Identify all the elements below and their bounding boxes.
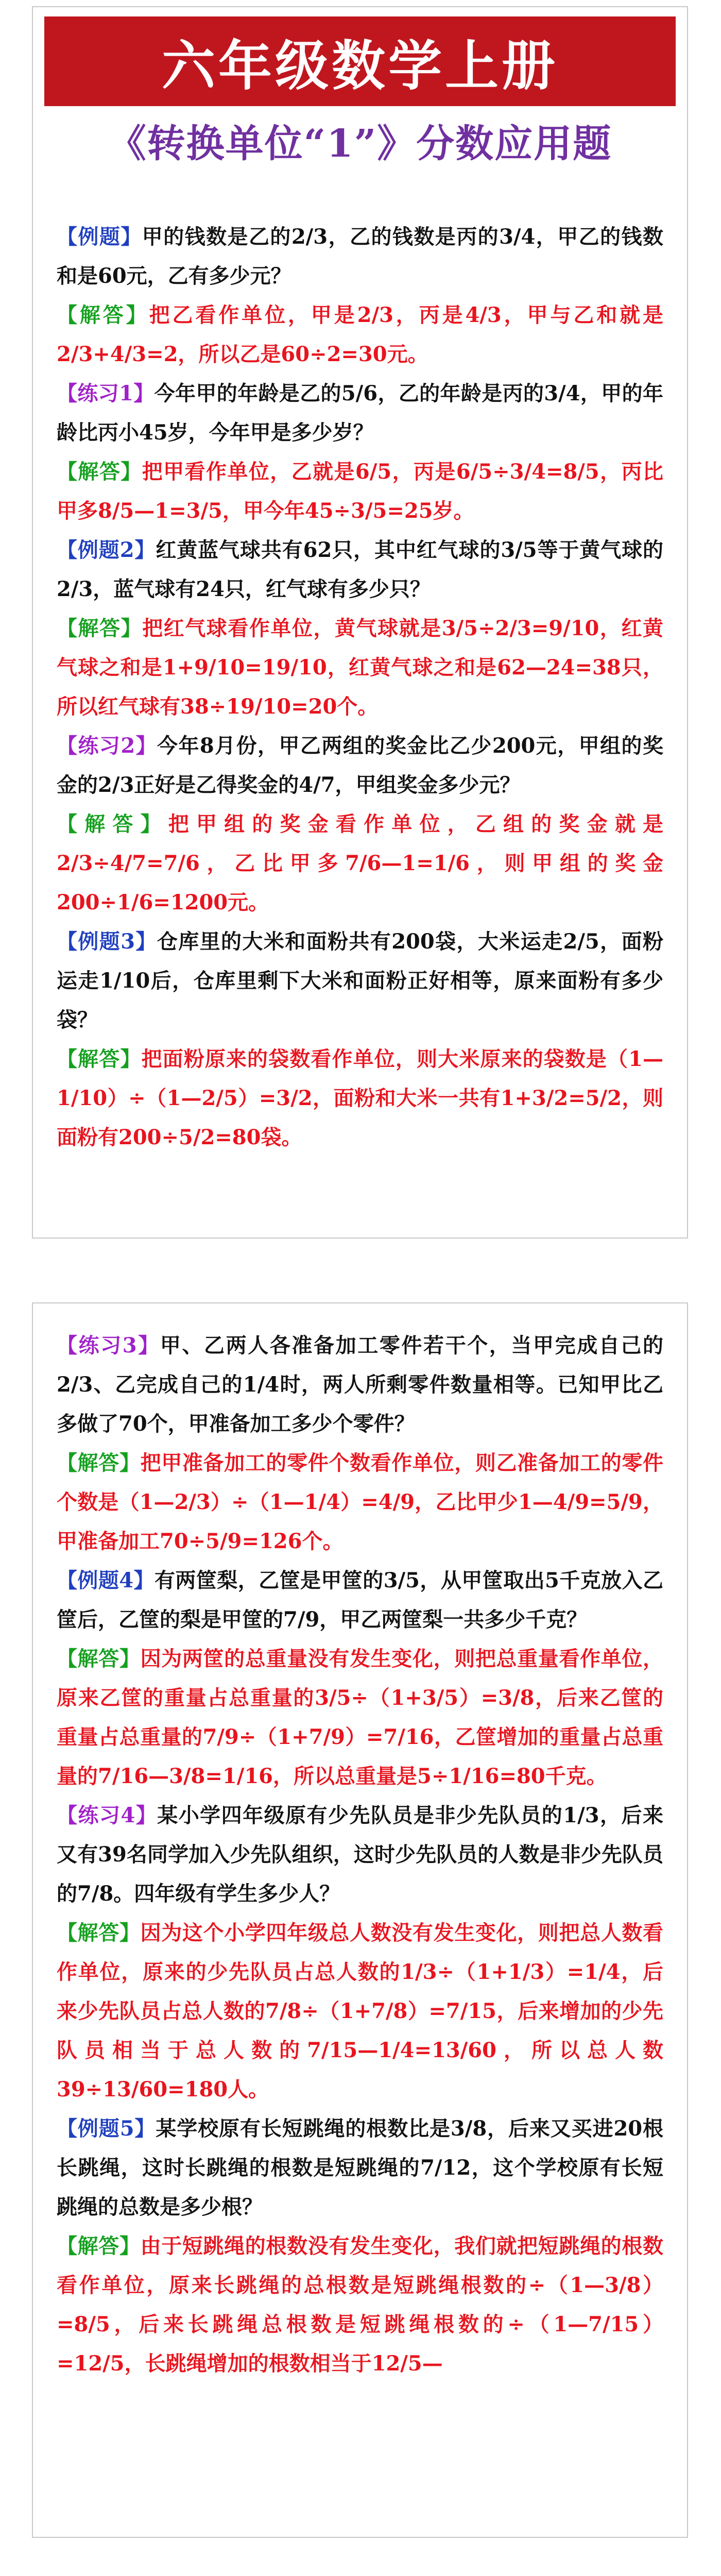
- problem-question: [57, 726, 663, 805]
- problem-text: 今年甲的年龄是乙的5/6，乙的年龄是丙的3/4，甲的年龄比丙小45岁，今年甲是多少岁？: [57, 381, 664, 445]
- problem-tag-answer: 【解答】: [57, 1451, 141, 1475]
- problem-tag-practice: 【练习3】: [57, 1333, 160, 1358]
- problem-answer: [57, 1639, 663, 1796]
- problem-tag-answer: 【解答】: [57, 1921, 141, 1945]
- problem-question: [57, 374, 663, 452]
- problem-list: [33, 217, 687, 1157]
- problem-answer: [57, 609, 663, 726]
- problem-answer: [57, 1040, 663, 1157]
- problem-text: 由于短跳绳的根数没有发生变化，我们就把短跳绳的根数看作单位，原来长跳绳的总根数是短跳绳根数的÷（1—3/8）=8/5，后来长跳绳总根数是短跳绳根数的÷（1—7/15）=12/5，长跳绳增加的根数相当于12/5—: [57, 2234, 664, 2376]
- problem-tag-answer: 【解答】: [57, 460, 142, 484]
- problem-tag-practice: 【练习2】: [57, 734, 158, 758]
- problem-tag-answer: 【解答】: [57, 616, 143, 640]
- problem-answer: [57, 1444, 663, 1561]
- problem-tag-answer: 【解答】: [57, 1047, 142, 1071]
- problem-question: [57, 531, 663, 609]
- problem-text: 把红气球看作单位，黄气球就是3/5÷2/3=9/10，红黄气球之和是1+9/10=19/10，红黄气球之和是62—24=38只，所以红气球有38÷19/10=20个。: [57, 616, 663, 719]
- problem-question: [57, 217, 663, 296]
- problem-question: [57, 1561, 663, 1639]
- problem-text: 某小学四年级原有少先队员是非少先队员的1/3，后来又有39名同学加入少先队组织，这时少先队员的人数是非少先队员的7/8。四年级有学生多少人？: [57, 1803, 663, 1906]
- problem-tag-answer: 【解答】: [57, 812, 168, 836]
- problem-tag-example: 【例题】: [57, 225, 142, 249]
- problem-text: 红黄蓝气球共有62只，其中红气球的3/5等于黄气球的2/3，蓝气球有24只，红气球有多少只？: [57, 538, 663, 601]
- problem-tag-answer: 【解答】: [57, 1647, 141, 1671]
- problem-answer: [57, 296, 663, 374]
- problem-question: [57, 922, 663, 1040]
- problem-text: 把甲准备加工的零件个数看作单位，则乙准备加工的零件个数是（1—2/3）÷（1—1/4）=4/9，乙比甲少1—4/9=5/9，甲准备加工70÷5/9=126个。: [57, 1451, 664, 1553]
- problem-text: 因为两筐的总重量没有发生变化，则把总重量看作单位，原来乙筐的重量占总重量的3/5÷（1+3/5）=3/8，后来乙筐的重量占总重量的7/9÷（1+7/9）=7/16，乙筐增加的重量占总重量的7/16—3/8=1/16，所以总重量是5÷1/16=80千克。: [57, 1647, 664, 1788]
- problem-text: 把甲看作单位，乙就是6/5，丙是6/5÷3/4=8/5，丙比甲多8/5—1=3/5，甲今年45÷3/5=25岁。: [57, 460, 664, 523]
- page-title: 六年级数学上册: [161, 34, 558, 97]
- problem-text: 把乙看作单位，甲是2/3，丙是4/3，甲与乙和就是2/3+4/3=2，所以乙是60÷2=30元。: [57, 303, 664, 366]
- document-page-2: [32, 1302, 688, 2538]
- problem-text: 把甲组的奖金看作单位，乙组的奖金就是2/3÷4/7=7/6，乙比甲多7/6—1=1/6，则甲组的奖金200÷1/6=1200元。: [57, 812, 664, 914]
- document-page-1: [32, 6, 688, 1239]
- problem-answer: [57, 2227, 663, 2383]
- title-banner: [44, 16, 676, 106]
- problem-text: 仓库里的大米和面粉共有200袋，大米运走2/5，面粉运走1/10后，仓库里剩下大米和面粉正好相等，原来面粉有多少袋？: [57, 929, 663, 1032]
- problem-text: 甲、乙两人各准备加工零件若干个，当甲完成自己的2/3、乙完成自己的1/4时，两人所剩零件数量相等。已知甲比乙多做了70个，甲准备加工多少个零件？: [57, 1333, 663, 1436]
- problem-text: 甲的钱数是乙的2/3，乙的钱数是丙的3/4，甲乙的钱数和是60元，乙有多少元？: [57, 225, 664, 288]
- problem-text: 有两筐梨，乙筐是甲筐的3/5，从甲筐取出5千克放入乙筐后，乙筐的梨是甲筐的7/9，甲乙两筐梨一共多少千克？: [57, 1568, 663, 1632]
- problem-answer: [57, 805, 663, 922]
- problem-question: [57, 2109, 663, 2227]
- problem-tag-example: 【例题5】: [57, 2116, 156, 2141]
- problem-tag-answer: 【解答】: [57, 303, 149, 327]
- problem-tag-example: 【例题4】: [57, 1568, 154, 1592]
- problem-question: [57, 1796, 663, 1913]
- problem-list: [33, 1303, 687, 2383]
- problem-text: 某学校原有长短跳绳的根数比是3/8，后来又买进20根长跳绳，这时长跳绳的根数是短跳绳的7/12，这个学校原有长短跳绳的总数是多少根？: [57, 2116, 663, 2219]
- problem-tag-example: 【例题2】: [57, 538, 156, 562]
- problem-answer: [57, 1913, 663, 2109]
- problem-text: 把面粉原来的袋数看作单位，则大米原来的袋数是（1—1/10）÷（1—2/5）=3/2，面粉和大米一共有1+3/2=5/2，则面粉有200÷5/2=80袋。: [57, 1047, 663, 1149]
- problem-tag-example: 【例题3】: [57, 929, 157, 954]
- page-subtitle: 《转换单位“1”》分数应用题: [108, 122, 612, 166]
- problem-tag-practice: 【练习4】: [57, 1803, 158, 1827]
- problem-tag-practice: 【练习1】: [57, 381, 154, 405]
- problem-tag-answer: 【解答】: [57, 2234, 141, 2258]
- problem-text: 因为这个小学四年级总人数没有发生变化，则把总人数看作单位，原来的少先队员占总人数的1/3÷（1+1/3）=1/4，后来少先队员占总人数的7/8÷（1+7/8）=7/15，后来增加的少先队员相当于总人数的7/15—1/4=13/60，所以总人数39÷13/60=180人。: [57, 1921, 664, 2102]
- problem-question: [57, 1326, 663, 1444]
- problem-text: 今年8月份，甲乙两组的奖金比乙少200元，甲组的奖金的2/3正好是乙得奖金的4/7，甲组奖金多少元？: [57, 734, 663, 797]
- problem-answer: [57, 452, 663, 531]
